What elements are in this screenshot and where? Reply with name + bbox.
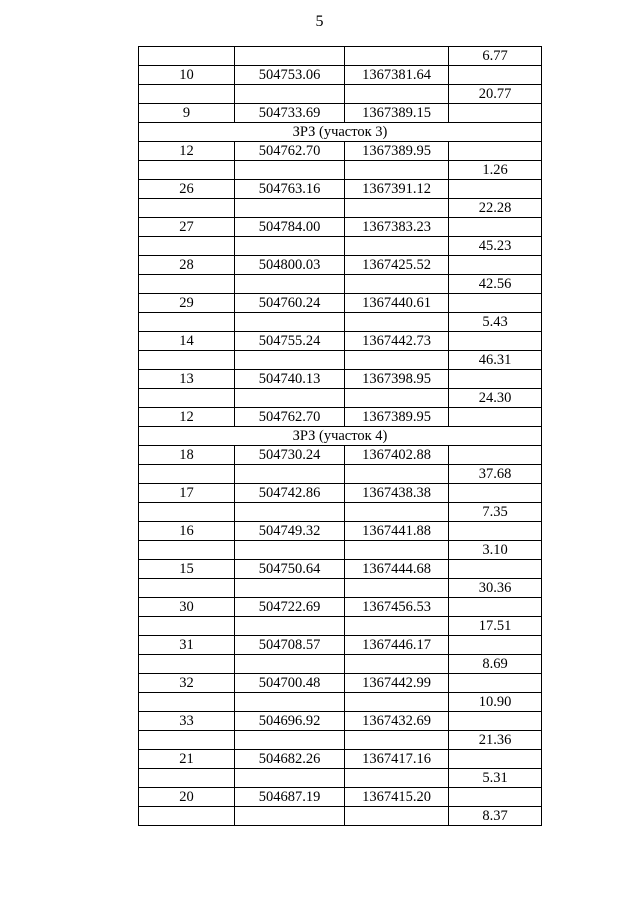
distance-cell-empty [449, 294, 542, 313]
distance-row [139, 541, 542, 560]
distance-cell: 21.36 [449, 731, 542, 750]
y-coordinate-cell: 1367402.88 [345, 446, 449, 465]
y-coordinate-cell: 1367425.52 [345, 256, 449, 275]
point-number-cell: 28 [139, 256, 235, 275]
y-coordinate-cell: 1367415.20 [345, 788, 449, 807]
distance-row [139, 769, 542, 788]
empty-cell [345, 807, 449, 826]
y-coordinate-cell: 1367438.38 [345, 484, 449, 503]
distance-cell: 17.51 [449, 617, 542, 636]
distance-row [139, 275, 542, 294]
empty-cell [235, 465, 345, 484]
empty-cell [139, 351, 235, 370]
distance-cell: 22.28 [449, 199, 542, 218]
y-coordinate-cell: 1367444.68 [345, 560, 449, 579]
distance-cell: 7.35 [449, 503, 542, 522]
x-coordinate-cell: 504763.16 [235, 180, 345, 199]
x-coordinate-cell: 504749.32 [235, 522, 345, 541]
distance-cell: 8.69 [449, 655, 542, 674]
distance-cell: 5.43 [449, 313, 542, 332]
empty-cell [235, 313, 345, 332]
empty-cell [235, 769, 345, 788]
point-row [139, 446, 542, 465]
distance-cell: 6.77 [449, 47, 542, 66]
empty-cell [345, 47, 449, 66]
empty-cell [139, 85, 235, 104]
y-coordinate-cell: 1367432.69 [345, 712, 449, 731]
x-coordinate-cell: 504742.86 [235, 484, 345, 503]
point-row [139, 712, 542, 731]
x-coordinate-cell: 504730.24 [235, 446, 345, 465]
empty-cell [139, 769, 235, 788]
empty-cell [235, 161, 345, 180]
distance-row [139, 389, 542, 408]
x-coordinate-cell: 504696.92 [235, 712, 345, 731]
distance-row [139, 465, 542, 484]
point-number-cell: 12 [139, 408, 235, 427]
distance-cell-empty [449, 560, 542, 579]
point-row [139, 104, 542, 123]
distance-row [139, 655, 542, 674]
x-coordinate-cell: 504700.48 [235, 674, 345, 693]
distance-cell: 1.26 [449, 161, 542, 180]
y-coordinate-cell: 1367389.95 [345, 408, 449, 427]
section-title: ЗРЗ (участок 4) [139, 427, 542, 446]
empty-cell [235, 199, 345, 218]
x-coordinate-cell: 504762.70 [235, 142, 345, 161]
point-number-cell: 15 [139, 560, 235, 579]
empty-cell [235, 807, 345, 826]
distance-cell: 5.31 [449, 769, 542, 788]
point-row [139, 750, 542, 769]
y-coordinate-cell: 1367442.99 [345, 674, 449, 693]
empty-cell [345, 731, 449, 750]
point-number-cell: 33 [139, 712, 235, 731]
empty-cell [345, 161, 449, 180]
distance-cell-empty [449, 370, 542, 389]
distance-cell: 8.37 [449, 807, 542, 826]
empty-cell [139, 389, 235, 408]
empty-cell [235, 47, 345, 66]
point-row [139, 256, 542, 275]
point-number-cell: 27 [139, 218, 235, 237]
distance-row [139, 579, 542, 598]
x-coordinate-cell: 504753.06 [235, 66, 345, 85]
empty-cell [235, 503, 345, 522]
x-coordinate-cell: 504800.03 [235, 256, 345, 275]
point-row [139, 408, 542, 427]
distance-cell-empty [449, 104, 542, 123]
empty-cell [235, 617, 345, 636]
distance-cell-empty [449, 674, 542, 693]
point-number-cell: 30 [139, 598, 235, 617]
y-coordinate-cell: 1367391.12 [345, 180, 449, 199]
distance-row [139, 199, 542, 218]
point-number-cell: 10 [139, 66, 235, 85]
distance-cell: 3.10 [449, 541, 542, 560]
point-number-cell: 17 [139, 484, 235, 503]
empty-cell [235, 85, 345, 104]
empty-cell [345, 389, 449, 408]
y-coordinate-cell: 1367442.73 [345, 332, 449, 351]
empty-cell [139, 47, 235, 66]
x-coordinate-cell: 504687.19 [235, 788, 345, 807]
distance-row [139, 351, 542, 370]
distance-cell-empty [449, 484, 542, 503]
point-row [139, 636, 542, 655]
x-coordinate-cell: 504740.13 [235, 370, 345, 389]
distance-row [139, 161, 542, 180]
distance-cell: 30.36 [449, 579, 542, 598]
empty-cell [345, 85, 449, 104]
empty-cell [345, 237, 449, 256]
distance-cell-empty [449, 180, 542, 199]
distance-cell-empty [449, 408, 542, 427]
point-number-cell: 14 [139, 332, 235, 351]
y-coordinate-cell: 1367381.64 [345, 66, 449, 85]
point-number-cell: 16 [139, 522, 235, 541]
coordinates-table [138, 46, 542, 826]
x-coordinate-cell: 504708.57 [235, 636, 345, 655]
distance-cell-empty [449, 788, 542, 807]
distance-cell-empty [449, 750, 542, 769]
y-coordinate-cell: 1367441.88 [345, 522, 449, 541]
point-row [139, 522, 542, 541]
y-coordinate-cell: 1367446.17 [345, 636, 449, 655]
empty-cell [139, 237, 235, 256]
y-coordinate-cell: 1367456.53 [345, 598, 449, 617]
empty-cell [139, 579, 235, 598]
distance-cell-empty [449, 142, 542, 161]
point-number-cell: 26 [139, 180, 235, 199]
y-coordinate-cell: 1367383.23 [345, 218, 449, 237]
empty-cell [139, 465, 235, 484]
distance-cell: 42.56 [449, 275, 542, 294]
y-coordinate-cell: 1367440.61 [345, 294, 449, 313]
empty-cell [345, 351, 449, 370]
y-coordinate-cell: 1367398.95 [345, 370, 449, 389]
x-coordinate-cell: 504682.26 [235, 750, 345, 769]
point-number-cell: 13 [139, 370, 235, 389]
distance-row [139, 807, 542, 826]
point-row [139, 370, 542, 389]
point-row [139, 294, 542, 313]
distance-row [139, 617, 542, 636]
point-row [139, 674, 542, 693]
distance-cell: 20.77 [449, 85, 542, 104]
distance-cell: 45.23 [449, 237, 542, 256]
section-title: ЗРЗ (участок 3) [139, 123, 542, 142]
x-coordinate-cell: 504750.64 [235, 560, 345, 579]
empty-cell [345, 275, 449, 294]
point-row [139, 66, 542, 85]
distance-cell-empty [449, 712, 542, 731]
empty-cell [235, 275, 345, 294]
y-coordinate-cell: 1367389.15 [345, 104, 449, 123]
point-number-cell: 31 [139, 636, 235, 655]
distance-cell-empty [449, 218, 542, 237]
point-number-cell: 20 [139, 788, 235, 807]
point-row [139, 598, 542, 617]
x-coordinate-cell: 504722.69 [235, 598, 345, 617]
empty-cell [345, 465, 449, 484]
x-coordinate-cell: 504755.24 [235, 332, 345, 351]
distance-cell-empty [449, 256, 542, 275]
empty-cell [139, 655, 235, 674]
distance-cell: 37.68 [449, 465, 542, 484]
point-row [139, 560, 542, 579]
point-row [139, 180, 542, 199]
empty-cell [345, 769, 449, 788]
point-number-cell: 29 [139, 294, 235, 313]
empty-cell [139, 199, 235, 218]
distance-cell-empty [449, 598, 542, 617]
empty-cell [235, 351, 345, 370]
distance-row [139, 237, 542, 256]
point-number-cell: 12 [139, 142, 235, 161]
x-coordinate-cell: 504762.70 [235, 408, 345, 427]
distance-cell-empty [449, 332, 542, 351]
empty-cell [139, 541, 235, 560]
distance-row [139, 85, 542, 104]
empty-cell [139, 503, 235, 522]
empty-cell [345, 541, 449, 560]
empty-cell [235, 541, 345, 560]
empty-cell [345, 617, 449, 636]
point-row [139, 484, 542, 503]
distance-row [139, 693, 542, 712]
empty-cell [345, 693, 449, 712]
empty-cell [235, 693, 345, 712]
distance-cell-empty [449, 66, 542, 85]
x-coordinate-cell: 504784.00 [235, 218, 345, 237]
empty-cell [139, 731, 235, 750]
empty-cell [345, 503, 449, 522]
distance-cell-empty [449, 636, 542, 655]
empty-cell [139, 807, 235, 826]
empty-cell [235, 579, 345, 598]
x-coordinate-cell: 504733.69 [235, 104, 345, 123]
empty-cell [345, 655, 449, 674]
distance-cell: 46.31 [449, 351, 542, 370]
distance-row [139, 313, 542, 332]
x-coordinate-cell: 504760.24 [235, 294, 345, 313]
point-row [139, 218, 542, 237]
point-row [139, 788, 542, 807]
distance-cell-empty [449, 522, 542, 541]
distance-cell: 24.30 [449, 389, 542, 408]
empty-cell [139, 617, 235, 636]
point-number-cell: 9 [139, 104, 235, 123]
empty-cell [345, 199, 449, 218]
section-header-row [139, 123, 542, 142]
page-number: 5 [315, 13, 324, 30]
distance-cell: 10.90 [449, 693, 542, 712]
empty-cell [139, 161, 235, 180]
empty-cell [235, 389, 345, 408]
distance-row [139, 47, 542, 66]
empty-cell [345, 579, 449, 598]
section-header-row [139, 427, 542, 446]
coordinates-table-body [139, 47, 542, 826]
point-row [139, 142, 542, 161]
empty-cell [139, 313, 235, 332]
distance-row [139, 503, 542, 522]
empty-cell [139, 275, 235, 294]
point-row [139, 332, 542, 351]
empty-cell [235, 237, 345, 256]
empty-cell [235, 731, 345, 750]
y-coordinate-cell: 1367389.95 [345, 142, 449, 161]
point-number-cell: 32 [139, 674, 235, 693]
y-coordinate-cell: 1367417.16 [345, 750, 449, 769]
point-number-cell: 21 [139, 750, 235, 769]
distance-cell-empty [449, 446, 542, 465]
distance-row [139, 731, 542, 750]
empty-cell [235, 655, 345, 674]
point-number-cell: 18 [139, 446, 235, 465]
empty-cell [139, 693, 235, 712]
empty-cell [345, 313, 449, 332]
